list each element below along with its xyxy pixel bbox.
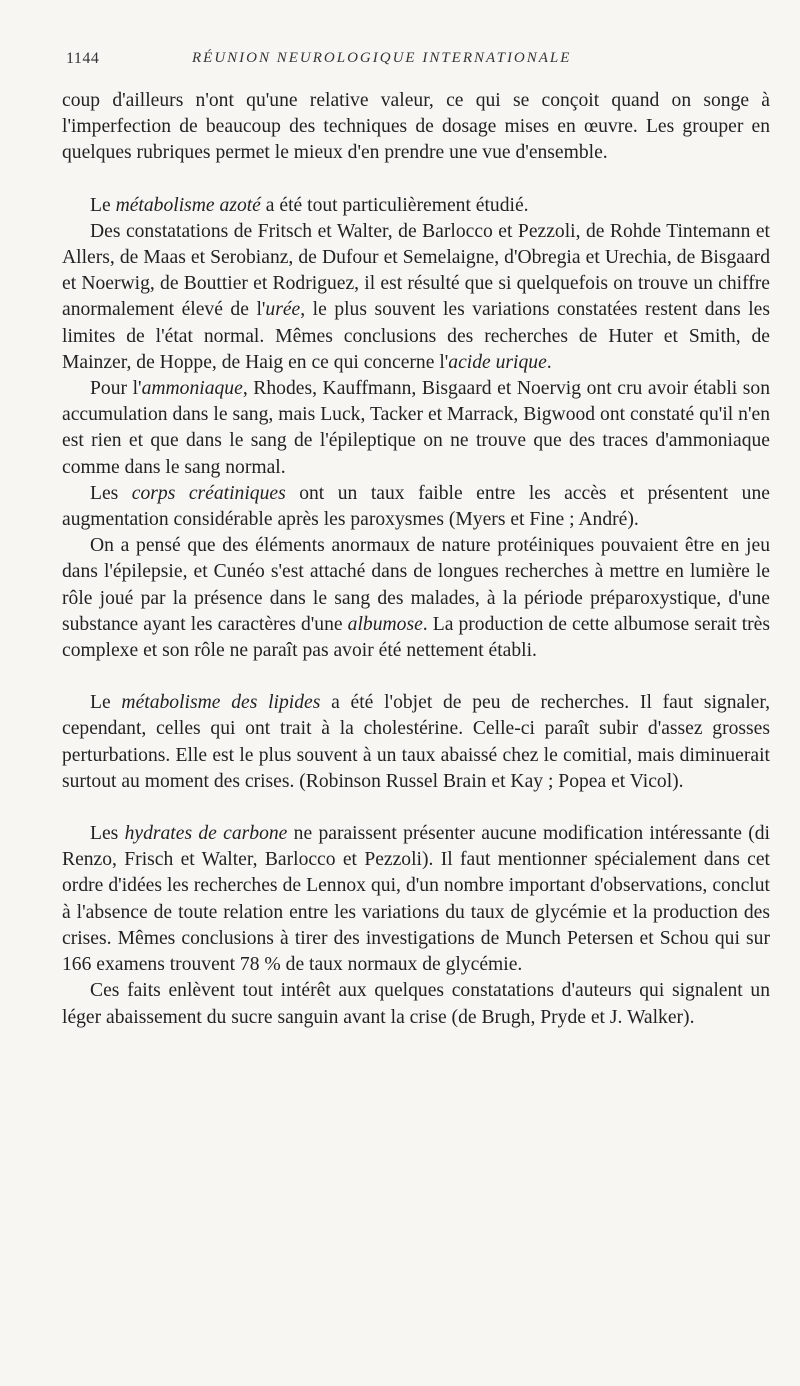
paragraph-5: Les corps créatiniques ont un taux faible entre les accès et présentent une augmentation considérable après les paroxysmes (Myers et Fine ; André).: [62, 482, 770, 531]
italic-term: métabolisme des lipides: [121, 692, 321, 714]
paragraph-4: Pour l'ammoniaque, Rhodes, Kauffmann, Bisgaard et Noervig ont cru avoir établi son accumulation dans le sang, mais Luck, Tacker et Marrack, Bigwood ont constaté qu'il n'en est rien et que dans le sang de l'épileptique on ne trouve que des traces d'ammoniaque comme dans le sang normal.: [62, 378, 770, 478]
paragraph-6: On a pensé que des éléments anormaux de nature protéiniques pouvaient être en jeu dans l'épilepsie, et Cunéo s'est attaché dans de longues recherches à mettre en lumière le rôle joué par la présence dans le sang des malades, à la période préparoxystique, d'une substance ayant les caractères d'une albumose. La production de cette albumose serait très complexe et son rôle ne paraît pas avoir été nettement établi.: [62, 535, 771, 662]
italic-term: albumose: [347, 613, 423, 635]
italic-term: urée: [265, 299, 301, 321]
paragraph-8: Les hydrates de carbone ne paraissent présenter aucune modification intéressante (di Renzo, Frisch et Walter, Barlocco et Pezzoli). Il faut mentionner spécialement dans cet ordre d'idées les recherches de Lennox qui, d'un nombre important d'observations, conclut à l'absence de toute relation entre les variations du taux de glycémie et la production des crises. Mêmes conclusions à tirer des investigations de Munch Petersen et Schou qui sur 166 examens trouvent 78 % de taux normaux de glycémie.: [62, 823, 770, 976]
italic-term: ammoniaque: [141, 378, 243, 400]
page-number: 1144: [66, 50, 100, 67]
paragraph-1: coup d'ailleurs n'ont qu'une relative valeur, ce qui se conçoit quand on songe à l'imperfection de beaucoup des techniques de dosage mises en œuvre. Les grouper en quelques rubriques permet le mieux d'en prendre une vue d'ensemble.: [62, 90, 770, 164]
paragraph-9: Ces faits enlèvent tout intérêt aux quelques constatations d'auteurs qui signalent un léger abaissement du sucre sanguin avant la crise (de Brugh, Pryde et J. Walker).: [62, 980, 770, 1028]
italic-term: métabolisme azoté: [115, 194, 261, 216]
italic-term: hydrates de carbone: [124, 823, 288, 845]
paragraph-3: Des constatations de Fritsch et Walter, de Barlocco et Pezzoli, de Rohde Tintemann et Allers, de Maas et Serobianz, de Dufour et Semelaigne, d'Obregia et Urechia, de Bisgaard et Noerwig, de Bouttier et Rodriguez, il est résulté que si quelquefois on trouve un chiffre anormalement élevé de l'urée, le plus souvent les variations constatées restent dans les limites de l'état normal. Mêmes conclusions des recherches de Huter et Smith, de Mainzer, de Hoppe, de Haig en ce qui concerne l'acide urique.: [62, 220, 770, 373]
italic-term: corps créatiniques: [131, 482, 286, 504]
running-title: RÉUNION NEUROLOGIQUE INTERNATIONALE: [192, 50, 572, 66]
paragraph-7: Le métabolisme des lipides a été l'objet de peu de recherches. Il faut signaler, cependant, celles qui ont trait à la cholestérine. Celle-ci paraît subir d'assez grosses perturbations. Elle est le plus souvent à un taux abaissé chez le comitial, mais diminuerait surtout au moment des crises. (Robinson Russel Brain et Kay ; Popea et Vicol).: [62, 692, 770, 792]
body-text: [62, 88, 770, 1031]
italic-term: acide urique: [448, 351, 547, 373]
paragraph-2: Le métabolisme azoté a été tout particulièrement étudié.: [90, 194, 529, 216]
